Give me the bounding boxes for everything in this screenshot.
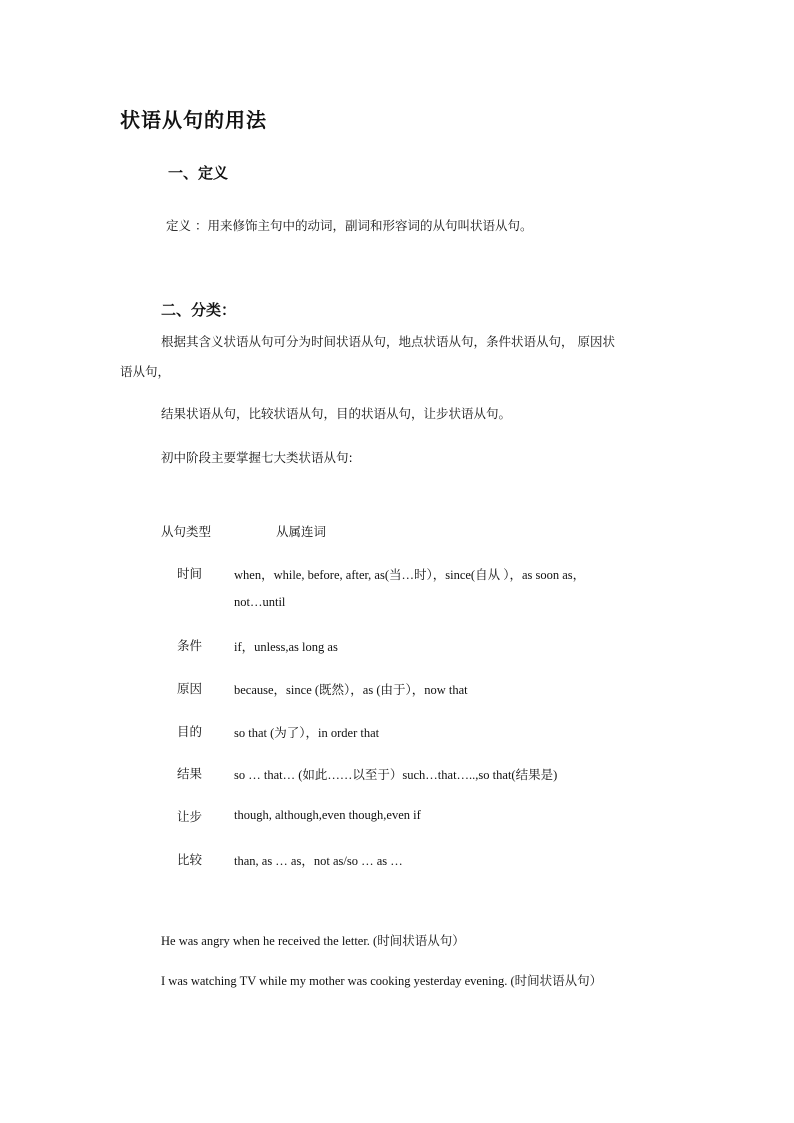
table-row-type: 原因 <box>177 681 203 696</box>
table-row-type: 让步 <box>177 809 203 824</box>
table-row-type: 时间 <box>177 566 203 581</box>
table-header-type: 从句类型 <box>161 524 212 539</box>
definition-text: 定义 ：用来修饰主句中的动词，副词和形容词的从句叫状语从句。 <box>166 218 533 233</box>
section-heading-classification: 二、分类： <box>161 301 237 319</box>
table-row-conj: though, although,even though,even if <box>234 808 421 822</box>
table-row-conj: so that (为了），in order that <box>234 726 380 740</box>
classification-paragraph-line1: 根据其含义状语从句可分为时间状语从句，地点状语从句，条件状语从句， 原因状 <box>161 334 615 349</box>
table-row-type: 结果 <box>177 766 203 781</box>
table-row-conj-continued: not…until <box>234 595 286 609</box>
table-row-type: 比较 <box>177 852 203 867</box>
table-row-conj: when，while, before, after, as(当…时），since(自从 ），as soon as， <box>234 568 586 582</box>
section-heading-definition: 一、定义 <box>168 164 229 182</box>
table-row-type: 条件 <box>177 638 203 653</box>
table-row-type: 目的 <box>177 724 203 739</box>
classification-paragraph-2: 结果状语从句，比较状语从句，目的状语从句，让步状语从句。 <box>161 406 512 421</box>
example-sentence: I was watching TV while my mother was cooking yesterday evening. (时间状语从句） <box>161 974 603 988</box>
table-row-conj: than, as … as，not as/so … as … <box>234 854 403 868</box>
table-row-conj: if，unless,as long as <box>234 640 338 654</box>
table-row-conj: so … that… (如此……以至于）such…that…..,so that(结果是) <box>234 768 558 782</box>
example-sentence: He was angry when he received the letter. (时间状语从句） <box>161 934 465 948</box>
table-header-conj: 从属连词 <box>276 524 327 539</box>
classification-paragraph-line2: 语从句， <box>120 364 171 379</box>
page-title: 状语从句的用法 <box>120 108 267 132</box>
classification-paragraph-3: 初中阶段主要掌握七大类状语从句: <box>161 450 353 465</box>
table-row-conj: because，since (既然），as (由于），now that <box>234 683 468 697</box>
